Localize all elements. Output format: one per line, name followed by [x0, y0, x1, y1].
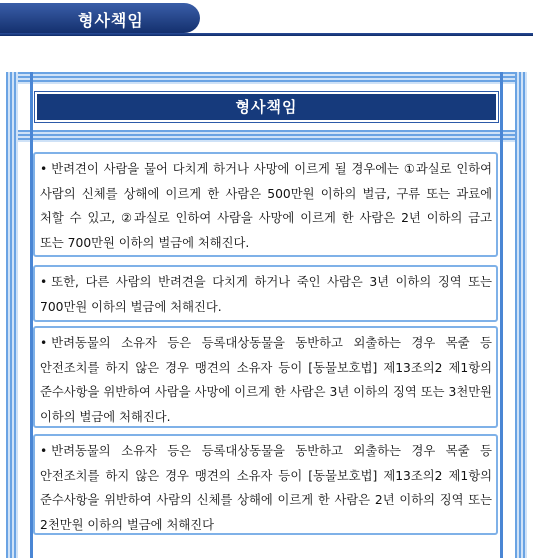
frame-stripes-middle — [6, 130, 527, 142]
frame-stripes-right — [515, 72, 527, 558]
item-text: 반려동물의 소유자 등은 등록대상동물을 동반하고 외출하는 경우 목줄 등 안전조치를 하지 않은 경우 맹견의 소유자 등이 [동물보호법] 제13조의2 제1항의 준수사항을 위반하여 사람을 사망에 이르게 한 사람은 3년 이하의 징역 또는 3천만원 이하의 벌금에 처해진다. — [40, 336, 492, 424]
item-text: 반려견이 사람을 물어 다치게 하거나 사망에 이르게 될 경우에는 ①과실로 인하여 사람의 신체를 상해에 이르게 한 사람은 500만원 이하의 벌금, 구류 또는 과료에 처할 수 있고, ②과실로 인하여 사람을 사망에 이르게 한 사람은 2년 이하의 금고 또는 700만원 이하의 벌금에 처해진다. — [40, 162, 492, 250]
content-frame — [6, 72, 527, 558]
list-item — [33, 434, 498, 535]
bullet: • — [40, 444, 48, 458]
list-item — [33, 265, 498, 322]
header-tab — [0, 0, 533, 38]
list-item — [33, 326, 498, 428]
frame-stripes-left — [6, 72, 18, 558]
bullet: • — [40, 336, 48, 350]
panel-title: 형사책임 — [235, 98, 298, 116]
frame-stripes-top — [6, 72, 527, 84]
content-area — [33, 152, 500, 552]
item-text: 반려동물의 소유자 등은 등록대상동물을 동반하고 외출하는 경우 목줄 등 안전조치를 하지 않은 경우 맹견의 소유자 등이 [동물보호법] 제13조의2 제1항의 준수사항을 위반하여 사람의 신체를 상해에 이르게 한 사람은 2년 이하의 징역 또는 2천만원 이하의 벌금에 처해진다 — [40, 444, 492, 532]
header-tab-label: 형사책임 — [78, 11, 144, 30]
header-underline — [0, 33, 533, 36]
item-text: 또한, 다른 사람의 반려견을 다치게 하거나 죽인 사람은 3년 이하의 징역 또는 700만원 이하의 벌금에 처해진다. — [40, 275, 492, 314]
frame-line-right — [500, 72, 503, 558]
bullet: • — [40, 162, 48, 176]
bullet: • — [40, 275, 48, 289]
list-item — [33, 152, 498, 257]
panel-title-bar — [37, 94, 496, 120]
